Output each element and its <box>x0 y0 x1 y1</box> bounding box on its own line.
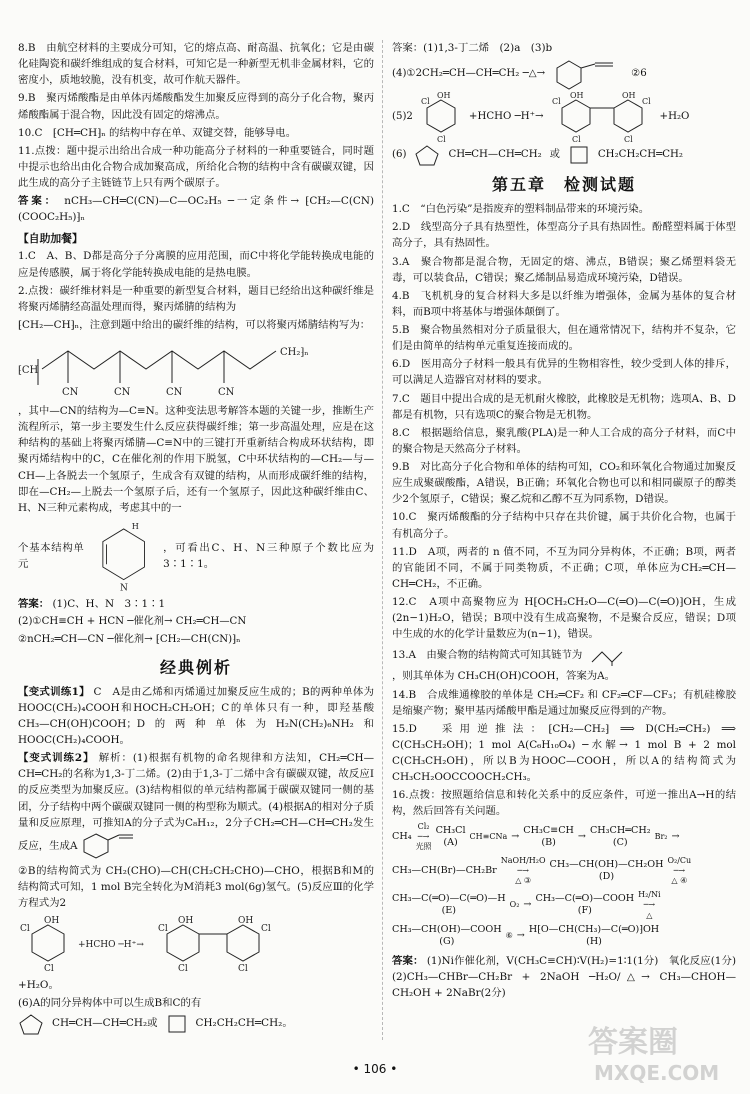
svg-text:⁅CH: ⁅CH <box>18 365 39 376</box>
test-answer-5: 5.B 聚合物虽然相对分子质量很大，但在通常情况下，结构并不复杂，它们是由简单的结构单元重复连接而成的。 <box>392 324 736 353</box>
svg-text:Cl: Cl <box>20 924 30 935</box>
scheme-g <box>392 924 502 949</box>
bisphenol-product-structure <box>552 90 652 144</box>
scheme-arrow-1: Cl₂ ─→ 光照 <box>415 821 432 852</box>
answer-4: (4)①2CH₂═CH—CH═CH₂ ─△→ <box>392 67 546 79</box>
scheme-b <box>523 825 574 850</box>
svg-text:CN: CN <box>166 387 183 398</box>
test-answer-14: 14.B 合成维通橡胶的单体是 CH₂═CF₂ 和 CF₂═CF—CF₃；有机硅橡胶是缩聚产物；聚甲基丙烯酸甲酯是通过加聚反应得到的产物。 <box>392 688 736 717</box>
scheme-cond-br2: Br₂ <box>654 831 668 841</box>
svg-text:OH: OH <box>621 91 636 101</box>
scheme-cond-6: ⑥ <box>505 931 513 941</box>
svg-text:H: H <box>131 520 139 531</box>
answer-label: 答案： <box>18 195 59 208</box>
answer-8: 8.B 由航空材料的主要成分可知，它的熔点高、耐高温、抗氧化；它是由碳化硅陶瓷和碳纤维组成的复合材料，可知它是一种新型无机非金属材料，它的密度小，质地较脆，没有机变，故可作航天器件。 <box>18 42 374 87</box>
scheme-cond-o2: O₂ <box>509 900 520 910</box>
zizhu-2a: 2.点拨：碳纤维材料是一种重要的新型复合材料，题目已经给出这种碳纤维是将聚丙烯腈经高温处理而得，聚丙烯腈的结构为 <box>18 284 374 313</box>
scheme-arrow-2: → <box>511 830 520 842</box>
answer-5-mid: +HCHO ─H⁺→ <box>468 110 544 122</box>
vinylcyclohexene-structure <box>553 58 623 90</box>
answer-11-answer <box>18 193 374 225</box>
variant-2-b: ②B的结构简式为 CH₂(CHO)—CH(CH₂CH₂CHO)—CHO，根据B和M的结构简式可知，1 mol B完全转化为M消耗3 mol(6g)氢气。(5)反应Ⅲ的化学方程式为2 <box>18 864 374 909</box>
cyclopentene-icon <box>414 144 440 166</box>
test-answer-3: 3.A 聚合物都是混合物，无固定的熔、沸点，B错误；聚乙烯塑料袋无毒，可以装食品，C错误；聚乙烯制品易造成环境污染，D错误。 <box>392 255 736 284</box>
test-answer-16-answer <box>392 953 747 1001</box>
answer-9: 9.B 聚丙烯酸酯是由单体丙烯酸酯发生加聚反应得到的高分子化合物，聚丙烯酸酯属于混合物，因此没有固定的熔沸点。 <box>18 92 374 121</box>
product-a-structure <box>81 831 141 861</box>
zizhu-1: 1.C A、B、D都是高分子分离膜的应用范围，而C中将化学能转换成电能的应是传感膜，属于将化学能转换成电能的是热电膜。 <box>18 250 374 279</box>
variant-1-text: C A是由乙烯和丙烯通过加聚反应生成的；B的两种单体为HOOC(CH₂)₄COOH和HOCH₂CH₂OH；C的单体只有一种，即羟基酸 CH₃—CH(OH)COOH；D的两种单体为H₂N(CH₂)₆NH₂和HOOC(CH₂)₄COOH。 <box>18 685 375 746</box>
zizhu-section-title: 【自助加餐】 <box>18 232 83 246</box>
scheme-tag-g: (G) <box>439 936 455 948</box>
scheme-arrow-9: → <box>516 930 525 942</box>
answer-5: (5)2 <box>392 110 413 122</box>
answer-4-end: ②6 <box>631 67 647 79</box>
scheme-row-1 <box>392 822 736 853</box>
scheme-a <box>436 825 466 850</box>
scheme-arrow-3: → <box>577 830 586 842</box>
scheme-cond-heat-5: △ <box>646 910 653 920</box>
svg-text:+HCHO ─H⁺→: +HCHO ─H⁺→ <box>78 940 144 951</box>
test-answer-12: 12.C A项中高聚物应为 H⁅OCH₂CH₂O—C(═O)—C(═O)⁆OH，生成(2n−1)H₂O，错误；B项中没有生成高聚物，不是聚合反应，错误；D项中生成的水的化学计量数应为(n−1)，错误。 <box>392 596 736 641</box>
scheme-row-3 <box>392 890 736 921</box>
scheme-arrow-5: NaOH/H₂O ─→ △ ③ <box>500 855 546 886</box>
svg-text:Cl: Cl <box>571 135 581 145</box>
answer-6-or: 或 <box>549 148 560 160</box>
zizhu-2c: ，其中—CN的结构为—C≡N。这种变法思考解答本题的关键一步，推断生产流程所示，第一步主要发生什么反应获得碳纤维；第一步高温处理，应是在这种结构的基础上将聚丙烯腈—C≡N中的三键打开重新结合构成环状结构，即聚丙烯结构中的C，C在催化剂的作用下脱氢，C中环状结构的—CH₂—与—CH—上各脱去一个氢原子，生成含有双键的结构，从而形成碳纤维的结构，即在—CH₂—上脱去一个氢原子后，还有一个氢原子，因此这种碳纤维由C、H、N三种元素构成，考虑其中的一 <box>18 405 374 514</box>
scheme-d <box>550 859 664 884</box>
svg-text:OH: OH <box>569 91 584 101</box>
svg-text:OH: OH <box>178 916 194 927</box>
diene-text-a: CH═CH—CH═CH₂ <box>448 148 542 160</box>
diene-text-b: CH₂CH₂CH═CH₂ <box>597 148 683 160</box>
zizhu-2d: 个基本结构单元 <box>18 541 84 570</box>
svg-text:Cl: Cl <box>261 924 271 935</box>
answer-label: 答案： <box>392 954 424 967</box>
scheme-arrow-7: → <box>523 899 532 911</box>
dichlorophenol-structure <box>421 90 461 144</box>
answer-label: 答案： <box>18 597 50 610</box>
svg-text:Cl: Cl <box>44 964 54 974</box>
zizhu-2-answer <box>18 596 374 612</box>
zizhu-2-answer-1: (1)C、H、N 3∶1∶1 <box>52 597 166 610</box>
scheme-arrow-8: H₂/Ni ─→ △ <box>638 889 661 920</box>
scheme-cond-o2cu: O₂/Cu <box>667 855 692 865</box>
scheme-tag-f: (F) <box>577 905 592 917</box>
scheme-tag-a: (A) <box>443 837 458 849</box>
phenol-condensation-left <box>18 915 318 973</box>
right-column <box>392 40 747 1003</box>
scheme-methane: CH₄ <box>392 830 412 842</box>
scheme-tag-c: (C) <box>612 837 628 849</box>
scheme-cond-nacc: CH≡CNa <box>469 831 508 841</box>
test-answer-13-b: ，则其单体为 CH₃CH(OH)COOH，答案为A。 <box>392 670 616 683</box>
scheme-ch3cl: CH₃Cl <box>435 824 466 836</box>
scheme-e <box>392 893 506 918</box>
scheme-c <box>590 825 651 850</box>
watermark-text-a: 答案圈 <box>588 1025 678 1060</box>
chapter-5-title: 第五章 检测试题 <box>491 175 636 195</box>
scheme-propyne: CH₃C≡CH <box>523 824 574 836</box>
scheme-pyruvic: CH₃—C(═O)—COOH <box>535 892 635 904</box>
svg-text:CN: CN <box>114 387 131 398</box>
scheme-tag-e: (E) <box>441 905 457 917</box>
scheme-f <box>535 893 634 918</box>
zizhu-2-answer-2: (2)①CH≡CH + HCN ─催化剂→ CH₂═CH—CN <box>18 616 247 627</box>
test-answer-16-text: (1)Ni作催化剂，V(CH₃C≡CH)∶V(H₂)=1∶1(1分) 氧化反应(1分) (2)CH₃—CHBr—CH₂Br + 2NaOH ─H₂O/△→ CH₃—CHOH—CH₂OH + 2NaBr(2分) <box>392 954 747 1000</box>
scheme-cond-cl2: Cl₂ <box>417 821 430 831</box>
column-divider <box>382 40 383 1040</box>
test-answer-15: 15.D 采用逆推法：⁅CH₂—CH₂⁆ ⟹ D(CH₂═CH₂) ⟹ C(CH₃CH₂OH)；1 mol A(C₆H₁₀O₄) ─水解→ 1 mol B + 2 mol C(CH₃CH₂OH)，所以B为HOOC—COOH，所以A的结构简式为CH₃CH₂OOCCOOCH₂CH₃。 <box>392 722 736 784</box>
zizhu-2-answer-3: ②nCH₂═CH—CN ─催化剂→ ⁅CH₂—CH(CN)⁆ₙ <box>18 634 241 646</box>
test-answer-11: 11.D A项，两者的 n 值不同，不互为同分异构体，不正确；B项，两者的官能团不同，不属于同类物质，不正确；C项，单体应为CH₂═CH—CH═CH₂，不正确。 <box>392 545 736 590</box>
answer-5-end: +H₂O <box>659 110 690 122</box>
lactide-unit-structure <box>590 644 628 668</box>
svg-text:Cl: Cl <box>158 924 168 935</box>
variant-2-d: (6)A的同分异构体中可以生成B和C的有 <box>18 997 202 1010</box>
svg-text:CH₂⁆ₙ: CH₂⁆ₙ <box>280 347 309 358</box>
scheme-h <box>529 924 659 949</box>
answer-6-row <box>392 144 736 166</box>
cyclobutene-icon <box>568 144 590 166</box>
variant-2 <box>18 750 374 861</box>
scheme-cond-light: 光照 <box>415 842 432 852</box>
scheme-diol: CH₃—CH(OH)—CH₂OH <box>549 858 664 870</box>
isomer-row-left <box>18 1013 374 1035</box>
cyclopentene-icon <box>18 1013 44 1035</box>
watermark-logo <box>584 1016 734 1088</box>
scheme-tag-d: (D) <box>598 871 615 883</box>
answer-10: 10.C ⁅CH═CH⁆ₙ 的结构中存在单、双键交替，能够导电。 <box>18 126 297 139</box>
test-answer-6: 6.D 医用高分子材料一般具有优异的生物相容性，较少受到人体的排斥，可以满足人造器官对材料的要求。 <box>392 358 736 387</box>
test-answer-8: 8.C 根据题给信息，聚乳酸(PLA)是一种人工合成的高分子材料，而C中的聚合物是天然高分子材料。 <box>392 426 736 455</box>
answer-5-row <box>392 90 736 144</box>
svg-text:OH: OH <box>44 916 60 927</box>
svg-text:OH: OH <box>238 916 254 927</box>
scheme-tag-h: (H) <box>586 936 602 948</box>
scheme-cond-heat-3: △ ③ <box>515 876 532 886</box>
svg-text:Cl: Cl <box>238 964 248 974</box>
variant-2-e: CH═CH—CH═CH₂或 <box>52 1017 158 1030</box>
scheme-arrow-4: → <box>671 830 680 842</box>
svg-text:Cl: Cl <box>551 97 561 107</box>
svg-text:Cl: Cl <box>641 97 651 107</box>
scheme-row-4 <box>392 924 736 949</box>
variant-2-f: CH₂CH₂CH═CH₂。 <box>195 1017 293 1030</box>
scheme-arrow-6: O₂/Cu ─→ △ ④ <box>667 855 692 886</box>
svg-text:CN: CN <box>218 387 235 398</box>
variant-1 <box>18 684 374 749</box>
answer-4-row <box>392 58 736 90</box>
scheme-dibromide: CH₃—CH(Br)—CH₂Br <box>392 865 497 877</box>
scheme-ketoaldehyde: CH₃—C(═O)—C(═O)—H <box>392 892 506 904</box>
test-answer-7: 7.C 题目中提出合成的是无机耐火橡胶，此橡胶是无机物；选项A、B、D都是有机物，只有选项C的聚合物是无机物。 <box>392 392 736 421</box>
svg-text:Cl: Cl <box>623 135 633 145</box>
scheme-cond-naoh: NaOH/H₂O <box>500 855 546 865</box>
zizhu-2b: ⁅CH₂—CH⁆ₙ，注意到题中给出的碳纤维的结构，可以将聚丙烯腈结构写为： <box>18 318 371 331</box>
test-answer-16: 16.点拨：按照题给信息和转化关系中的反应条件，可逆一推出A→H的结构，然后回答有关问题。 <box>392 789 736 818</box>
scheme-cond-heat-4: △ ④ <box>671 876 688 886</box>
test-answer-1: 1.C “白色污染”是指废弃的塑料制品带来的环境污染。 <box>392 203 650 216</box>
left-column <box>18 40 374 1035</box>
answer-11: 11.点拨：题中提示出给出合成一种功能高分子材料的一种重要链合，同时题中提示也给出由化合物合成加聚高成，所给化合物的结构中含有碳碳双键，因此生成的高分子主链链节上只有两个碳原子。 <box>18 144 374 189</box>
scheme-pla: H⁅O—CH(CH₃)—C(═O)⁆OH <box>528 924 660 936</box>
polyacrylonitrile-structure <box>18 337 368 399</box>
svg-text:N: N <box>119 583 128 594</box>
variant-1-label: 【变式训练1】 <box>18 685 90 698</box>
structural-unit-row <box>18 518 374 596</box>
test-answer-13: 13.A 由聚合物的结构简式可知其链节为 <box>392 649 583 662</box>
test-answer-13-row <box>392 644 736 668</box>
variant-2-label: 【变式训练2】 <box>18 752 95 765</box>
test-answer-4: 4.B 飞机机身的复合材料大多是以纤维为增强体，金属为基体的复合材料，而B项中将基体与增强体颠倒了。 <box>392 289 736 318</box>
svg-text:CN: CN <box>62 387 79 398</box>
test-answer-9: 9.B 对比高分子化合物和单体的结构可知，CO₂和环氧化合物通过加聚反应生成聚碳酸酯，A错误，B正确；环氧化合物也可以和相同碳原子的醇类少2个氢原子，C错误；聚乙烷和乙醇不互为同系物，D错误。 <box>392 461 736 506</box>
test-answer-2: 2.D 线型高分子具有热塑性，体型高分子具有热固性。酚醛塑料属于体型高分子，具有热固性。 <box>392 221 736 250</box>
svg-text:Cl: Cl <box>178 964 188 974</box>
ring-structure-unit <box>92 518 155 596</box>
answer-6: (6) <box>392 148 407 160</box>
scheme-lactic: CH₃—CH(OH)—COOH <box>392 924 502 936</box>
svg-text:Cl: Cl <box>420 97 430 107</box>
variant-2-text: 解析：(1)根据有机物的命名规律和方法知，CH₂═CH—CH═CH₂的名称为1,3-丁二烯。(2)由于1,3-丁二烯中含有碳碳双键，故反应Ⅰ的反应类型为加聚反应。(3)结构相似的单元结构都属于碳碳双键同一侧的基团，分子结构中两个碳碳双键同一侧的构型称为顺式。(4)根据A的相对分子质量和反应原理，可推知A的分子式为C₈H₁₂，2分子CH₂═CH—CH═CH₂发生反应，生成A <box>18 752 374 852</box>
cyclobutene-icon <box>166 1013 188 1035</box>
scheme-row-2 <box>392 856 736 887</box>
watermark-text-b: MXQE.COM <box>594 1061 720 1085</box>
scheme-cond-h2ni: H₂/Ni <box>638 889 661 899</box>
page-number: • 106 • <box>352 1062 398 1076</box>
zizhu-2e: ，可看出C、H、N三种原子个数比应为3∶1∶1。 <box>163 541 374 570</box>
svg-text:OH: OH <box>436 91 451 101</box>
test-answer-10: 10.C 聚丙烯酸酯的分子结构中只存在共价键，属于共价化合物，也属于有机高分子。 <box>392 511 736 540</box>
variant-2-c: +H₂O。 <box>18 979 59 992</box>
svg-text:Cl: Cl <box>436 135 446 145</box>
answer-top: 答案：(1)1,3-丁二烯 (2)a (3)b <box>392 42 553 54</box>
answer-11-equation: nCH₃—CH═C(CN)—C—OC₂H₅ ─一定条件→ ⁅CH₂—C(CN)(COOC₂H₅)⁆ₙ <box>18 195 375 224</box>
scheme-propene: CH₃CH═CH₂ <box>589 824 651 836</box>
scheme-tag-b: (B) <box>541 837 556 849</box>
jingdian-title: 经典例析 <box>159 657 232 677</box>
reaction-scheme-16 <box>392 822 736 949</box>
